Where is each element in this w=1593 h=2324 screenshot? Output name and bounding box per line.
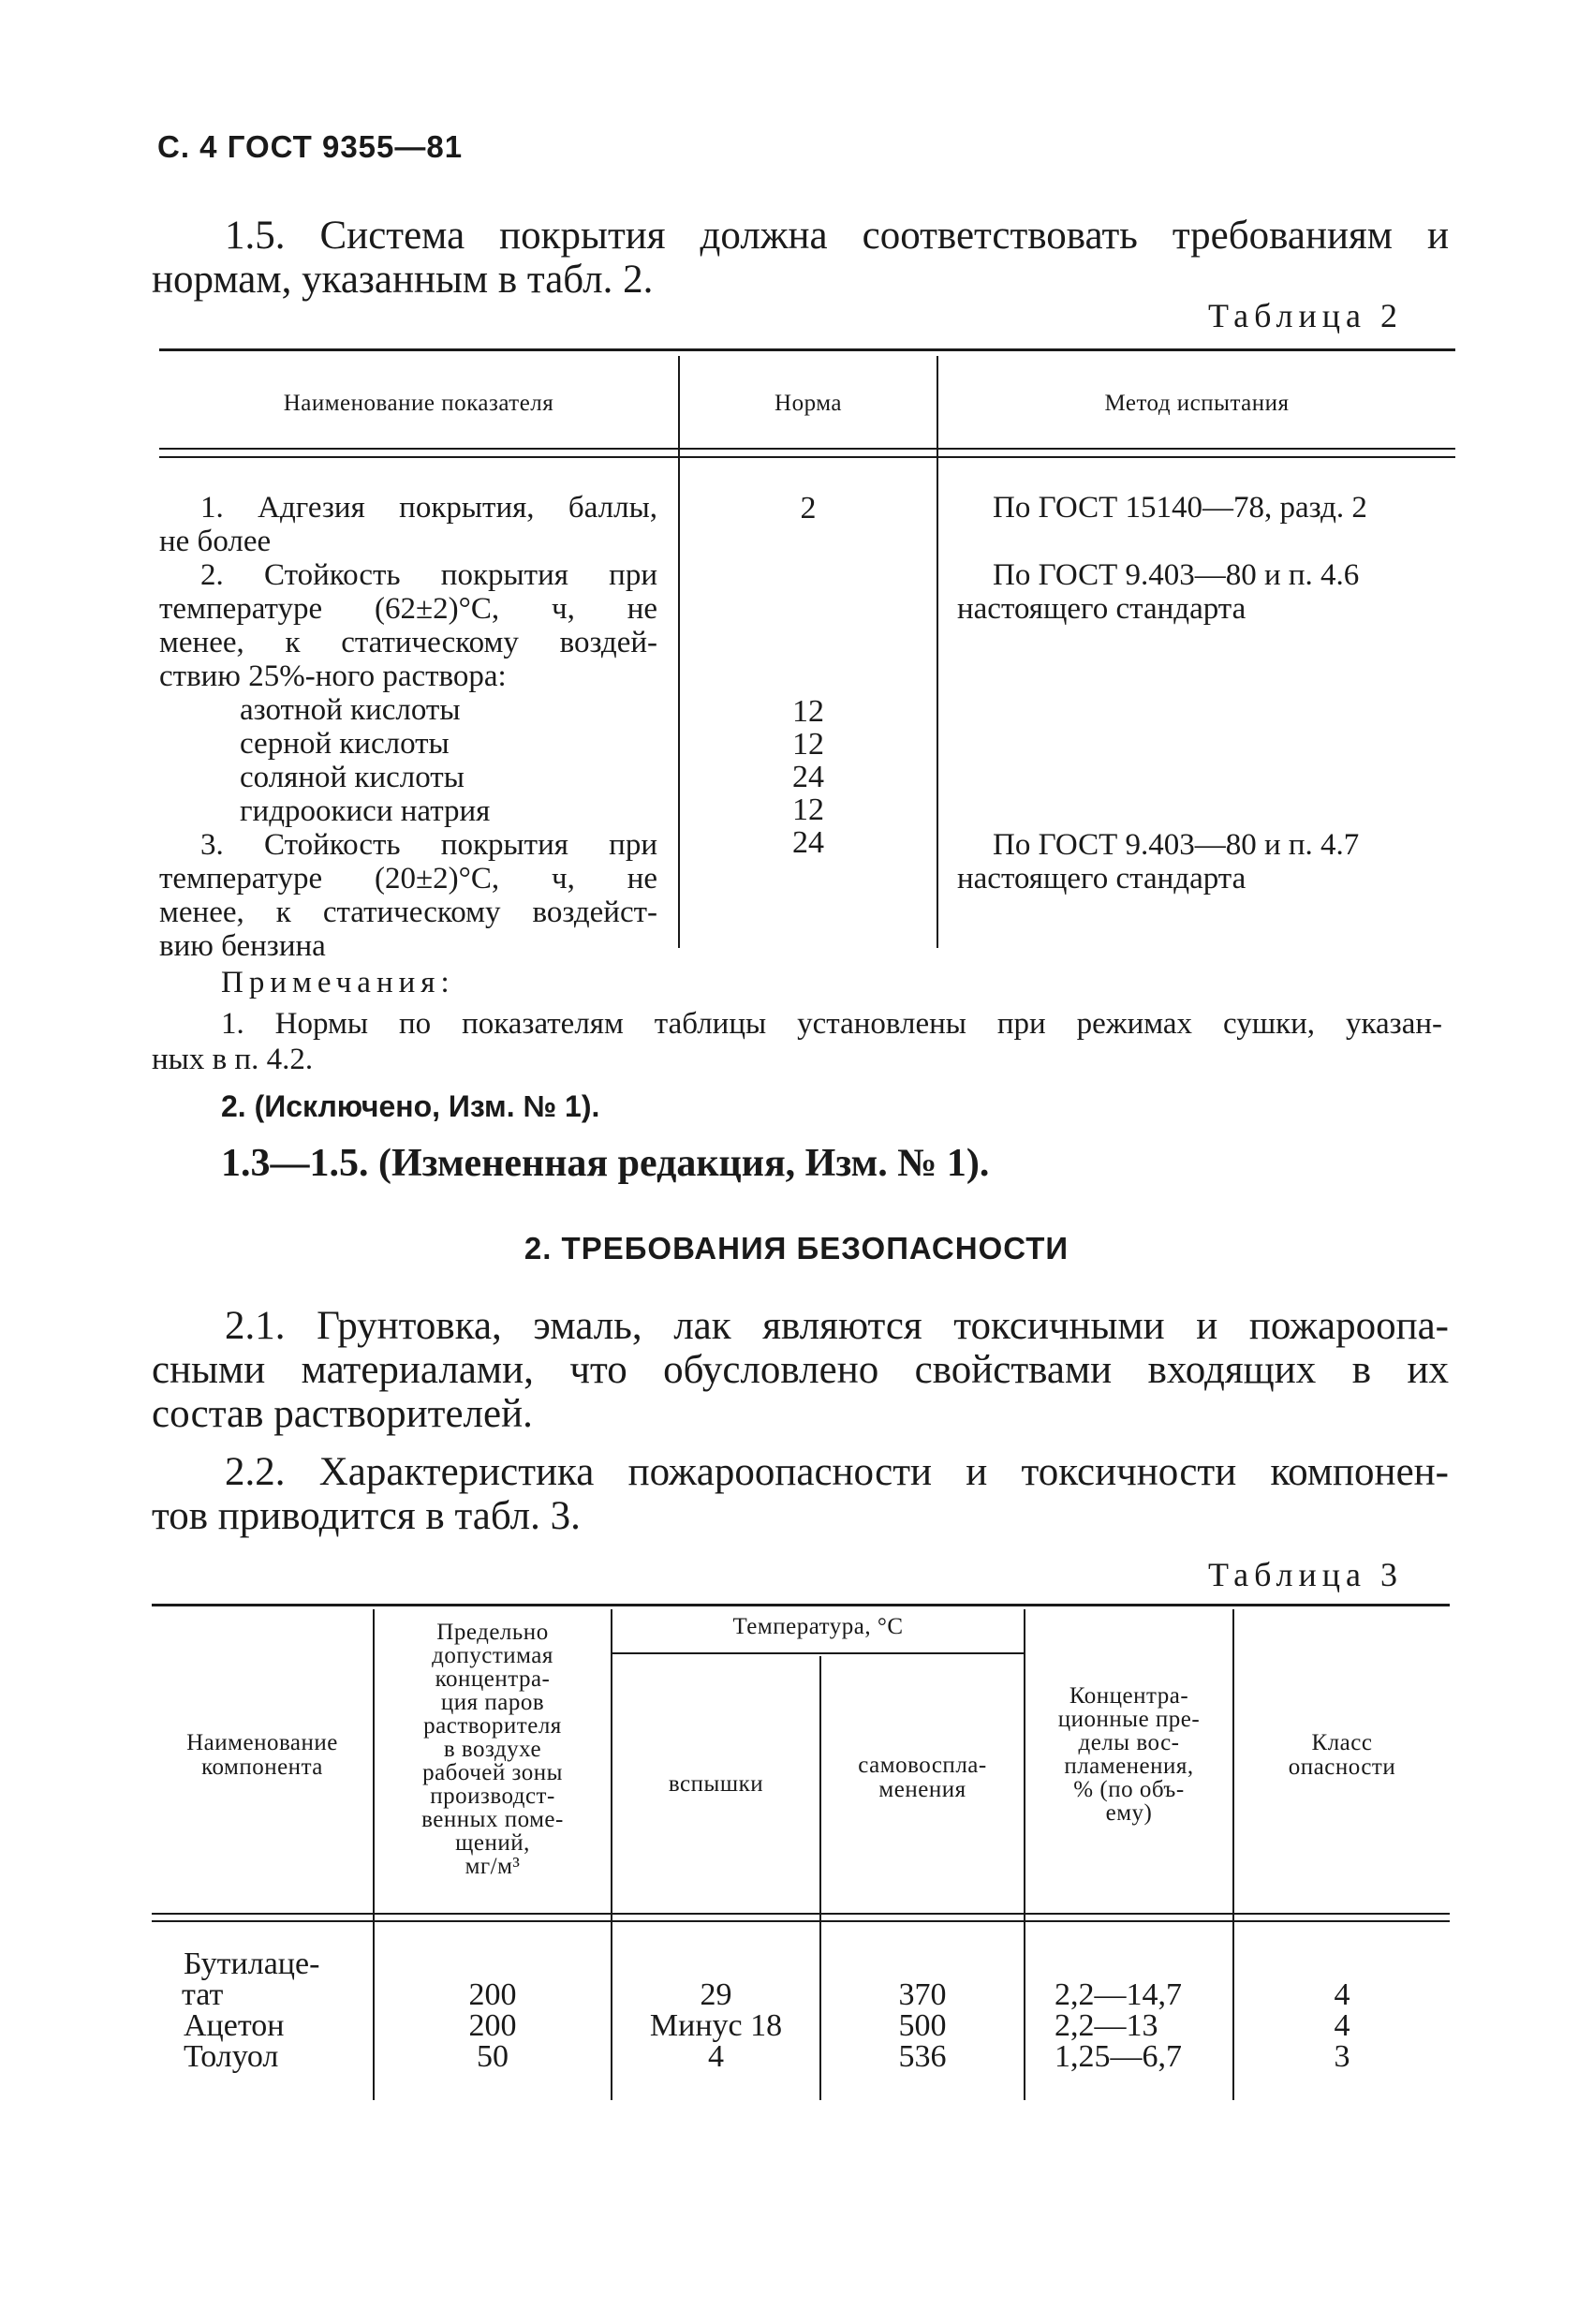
table-3-header-limits-line-6: ему) (1105, 1800, 1153, 1826)
table-2-header-name: Наименование показателя (283, 391, 554, 416)
paragraph-2-1-line-3: состав растворителей. (152, 1392, 533, 1436)
table-2-row-2-method (957, 558, 1444, 626)
table-3-header-hazard-line-1: Класс (1311, 1730, 1373, 1755)
table-3-header-limits (1025, 1684, 1232, 1825)
table-2-row-nitric-name: азотной кислоты (240, 693, 461, 727)
table-3-row-2-name: Ацетон (184, 2008, 285, 2043)
table-2-row-sodium-hydroxide-norm: 12 (792, 792, 824, 827)
table-3-row-2-autoignition: 500 (898, 2008, 947, 2043)
table-2-row-hydrochloric-name: соляной кислоты (240, 761, 465, 794)
table-3-row-2-flash: Минус 18 (649, 2008, 783, 2043)
amendment-text: 1.3—1.5. (Измененная редакция, Изм. № 1). (221, 1142, 990, 1185)
table-2-header-norm: Норма (774, 391, 842, 416)
note-1-line-2: ных в п. 4.2. (152, 1043, 314, 1076)
table-2-row-3-name-line-4: вию бензина (159, 929, 326, 963)
table-3-header-rule-1 (152, 1913, 1450, 1915)
table-3-header-mpc-line-4: ция паров (440, 1690, 545, 1715)
table-3-header-limits-line-3: делы вос- (1078, 1730, 1180, 1755)
table-2-row-1-method-line-1: По ГОСТ 15140—78, разд. 2 (993, 491, 1367, 525)
table-3-header-component-line-1: Наименование (186, 1730, 338, 1755)
paragraph-2-1-line-1: 2.1. Грунтовка, эмаль, лак являются токсичными и пожароопа- (225, 1304, 1449, 1348)
table-2-row-sulfuric-norm: 12 (792, 727, 824, 762)
notes-title: Примечания: (221, 966, 455, 999)
table-2-row-1-method (957, 491, 1444, 525)
table-2-row-2-method-line-2: настоящего стандарта (957, 592, 1246, 626)
table-3-header-limits-line-4: пламенения, (1064, 1754, 1194, 1779)
paragraph-1-5-line-1: 1.5. Система покрытия должна соответствовать требованиям и (225, 214, 1449, 258)
table-3-row-1-flash: 29 (700, 1977, 732, 2012)
table-2-row-1-name-line-1: 1. Адгезия покрытия, баллы, (200, 491, 657, 525)
table-3-header-mpc-line-2: допустимая (432, 1643, 553, 1668)
table-2-header-rule-2 (159, 456, 1455, 458)
table-2-row-3-method (957, 828, 1444, 896)
table-3-header-limits-line-1: Концентра- (1069, 1683, 1189, 1709)
table-2-row-2-name-line-3: менее, к статическому воздей- (159, 626, 657, 659)
table-3-col-divider-4 (1024, 1609, 1025, 2100)
table-2-row-3-method-line-2: настоящего стандарта (957, 862, 1246, 896)
table-2-row-2-name-line-2: температуре (62±2)°С, ч, не (159, 592, 657, 626)
table-3-header-mpc-line-6: в воздухе (443, 1737, 542, 1762)
table-3-header-mpc-line-9: венных поме- (421, 1807, 564, 1832)
table-2-row-3-method-line-1: По ГОСТ 9.403—80 и п. 4.7 (993, 828, 1360, 862)
table-2-row-sodium-hydroxide-name: гидроокиси натрия (240, 794, 491, 828)
table-3-row-1-limits: 2,2—14,7 (1055, 1977, 1182, 2012)
table-2-col-divider-2 (937, 356, 938, 948)
table-3-header-mpc-line-7: рабочей зоны (422, 1760, 563, 1785)
table-3-header-flash: вспышки (668, 1771, 764, 1797)
table-3-row-1-mpc: 200 (468, 1977, 517, 2012)
table-2-row-2-method-line-1: По ГОСТ 9.403—80 и п. 4.6 (993, 558, 1360, 592)
table-3-row-3-limits: 1,25—6,7 (1055, 2039, 1182, 2074)
table-2-row-3-name-line-2: температуре (20±2)°С, ч, не (159, 862, 657, 896)
table-3-header-autoignition-line-1: самовоспла- (858, 1753, 987, 1778)
table-3-header-mpc-line-5: растворителя (423, 1713, 562, 1739)
table-3-row-1-autoignition: 370 (898, 1977, 947, 2012)
table-3-header-component-line-2: компонента (201, 1754, 323, 1780)
table-3-header-mpc-line-3: концентра- (435, 1666, 551, 1692)
table-3-row-1-hazard: 4 (1334, 1977, 1350, 2012)
paragraph-2-2-line-1: 2.2. Характеристика пожароопасности и токсичности компонен- (225, 1450, 1449, 1494)
table-2-row-nitric-norm: 12 (792, 694, 824, 729)
table-2-row-sulfuric-name: серной кислоты (240, 727, 450, 761)
table-2-row-hydrochloric-norm: 24 (792, 760, 824, 794)
table-2-row-1-name (159, 491, 657, 558)
table-3-temperature-subrule (612, 1652, 1024, 1654)
table-3-header-hazard-line-2: опасности (1288, 1754, 1396, 1780)
table-2-row-2-name-line-1: 2. Стойкость покрытия при (200, 558, 657, 592)
table-2-col-divider-1 (678, 356, 680, 948)
table-3-header-mpc-line-11: мг/м³ (465, 1854, 521, 1879)
table-3-row-2-hazard: 4 (1334, 2008, 1350, 2043)
table-2-header-method: Метод испытания (1104, 391, 1290, 416)
table-3-caption: Таблица 3 (1208, 1556, 1403, 1593)
table-3-top-rule (152, 1604, 1450, 1606)
table-2-row-3-norm: 24 (792, 825, 824, 860)
table-2-header-rule-1 (159, 448, 1455, 450)
table-3-row-1-name-line-2: тат (182, 1977, 224, 2012)
table-3-header-autoignition (821, 1754, 1024, 1802)
table-2-row-1-name-line-2: не более (159, 525, 272, 558)
note-1-line-1: 1. Нормы по показателям таблицы установлены при режимах сушки, указан- (221, 1007, 1442, 1041)
paragraph-2-2-line-2: тов приводится в табл. 3. (152, 1494, 581, 1538)
table-3-row-1-name-line-1: Бутилаце- (184, 1947, 320, 1981)
table-3-header-limits-line-2: ционные пре- (1057, 1707, 1201, 1732)
table-2-top-rule (159, 348, 1455, 351)
table-3-header-autoignition-line-2: менения (878, 1777, 966, 1802)
table-3-row-3-hazard: 3 (1334, 2039, 1350, 2074)
amendment-line (221, 1141, 989, 1186)
note-2: 2. (Исключено, Изм. № 1). (221, 1089, 600, 1123)
table-2-row-3-name-line-1: 3. Стойкость покрытия при (200, 828, 657, 862)
table-3-header-mpc (375, 1621, 611, 1878)
table-3-header-mpc-line-10: щений, (455, 1830, 530, 1856)
table-2-caption: Таблица 2 (1208, 297, 1403, 334)
table-3-header-component (152, 1731, 373, 1780)
table-3-row-3-name: Толуол (184, 2039, 279, 2074)
paragraph-1-5-line-2: нормам, указанным в табл. 2. (152, 258, 654, 302)
paragraph-2-1-line-2: сными материалами, что обусловлено свойствами входящих в их (152, 1348, 1449, 1392)
page-header: С. 4 ГОСТ 9355—81 (157, 129, 464, 164)
table-3-header-rule-2 (152, 1920, 1450, 1922)
table-3-header-mpc-line-8: производст- (430, 1784, 555, 1809)
table-3-header-hazard (1234, 1731, 1450, 1780)
table-2-row-2-name-line-4: ствию 25%-ного раствора: (159, 659, 507, 693)
table-3-row-1-name (184, 1948, 319, 2010)
table-3-row-3-mpc: 50 (477, 2039, 509, 2074)
table-2-row-3-name-line-3: менее, к статическому воздейст- (159, 896, 657, 929)
table-2-row-3-name (159, 828, 657, 963)
table-3-header-temperature: Температура, °С (732, 1614, 904, 1639)
table-3-row-3-autoignition: 536 (898, 2039, 947, 2074)
table-3-row-2-mpc: 200 (468, 2008, 517, 2043)
table-3-header-mpc-line-1: Предельно (436, 1620, 549, 1645)
table-2-row-2-name (159, 558, 657, 693)
table-2-row-1-norm: 2 (800, 491, 817, 525)
table-3-row-3-flash: 4 (708, 2039, 724, 2074)
table-3-row-2-limits: 2,2—13 (1055, 2008, 1158, 2043)
section-2-title: 2. ТРЕБОВАНИЯ БЕЗОПАСНОСТИ (524, 1231, 1069, 1266)
table-3-header-limits-line-5: % (по объ- (1073, 1777, 1185, 1802)
